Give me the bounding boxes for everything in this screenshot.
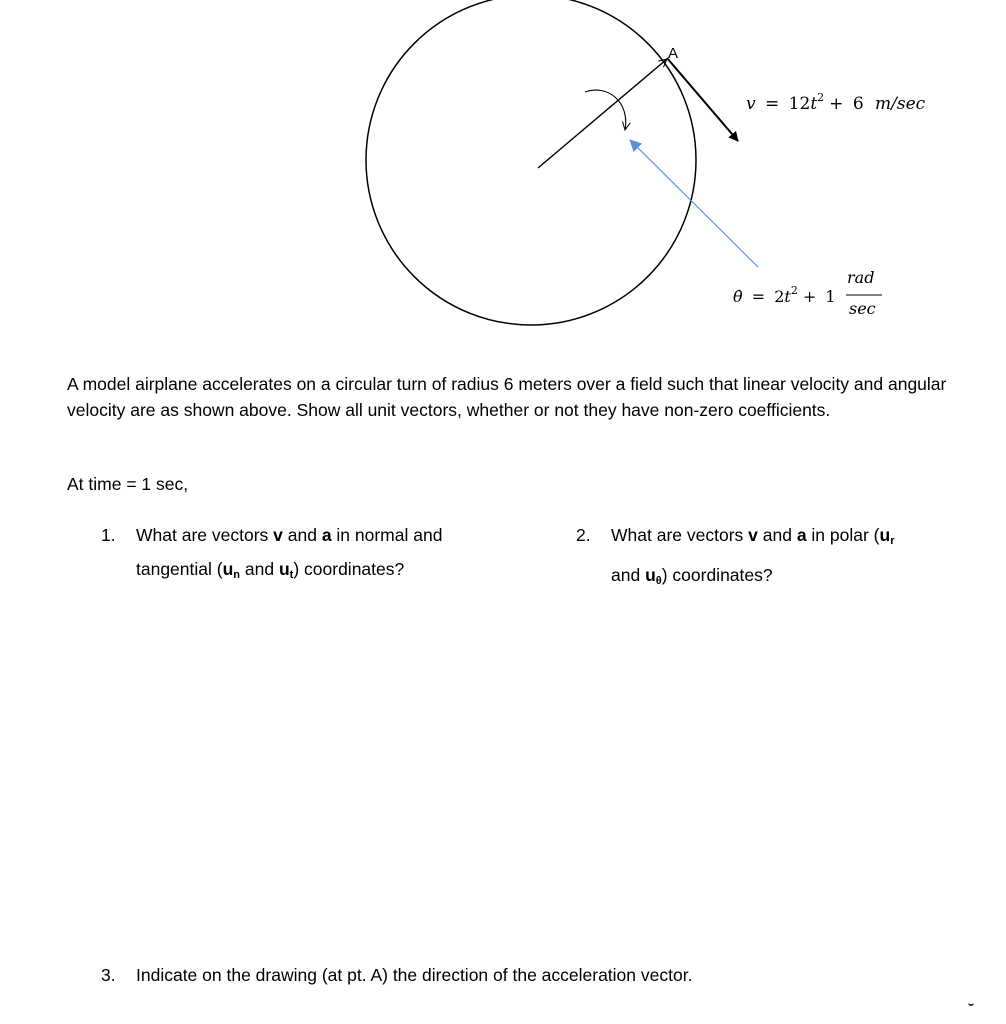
question-3 xyxy=(101,958,801,992)
question-2 xyxy=(576,518,976,588)
angular-velocity-pointer xyxy=(630,140,758,267)
question-2-text: What are vectors v and a in polar ($u_r$ and $u_\theta$) coordinates? xyxy=(611,525,895,587)
velocity-equation: v = $12t^2$ + 6 m/sec xyxy=(746,91,926,114)
velocity-vector xyxy=(667,58,738,141)
question-3-text: Indicate on the drawing (at pt. A) the direction of the acceleration vector. xyxy=(136,965,693,985)
unit-numerator: rad xyxy=(847,268,875,287)
question-1-number: 1. xyxy=(101,525,116,545)
point-a-label: A xyxy=(668,45,679,62)
circular-path xyxy=(366,0,696,325)
theta-dot-symbol: θ̇ xyxy=(733,287,743,306)
angular-velocity-equation: θ̇ = $2t^2$ + 1 xyxy=(733,284,836,306)
radius-line xyxy=(538,59,667,168)
circular-motion-figure xyxy=(0,0,1006,340)
at-time-label: At time = 1 sec, xyxy=(67,474,189,494)
question-1-text: What are vectors v and a in normal and tangential ($u_n$ and $u_t$) coordinates? xyxy=(136,525,443,581)
question-1 xyxy=(101,518,521,588)
problem-statement: A model airplane accelerates on a circular turn of radius 6 meters over a field such that linear velocity and angular velocity are as shown above. Show all unit vectors, whether or not they have non-zero coefficients. xyxy=(67,374,947,420)
question-3-number: 3. xyxy=(101,965,116,985)
v-symbol: v xyxy=(746,94,756,114)
corner-mark xyxy=(968,1000,974,1006)
question-2-number: 2. xyxy=(576,525,591,545)
unit-denominator: sec xyxy=(849,299,876,318)
